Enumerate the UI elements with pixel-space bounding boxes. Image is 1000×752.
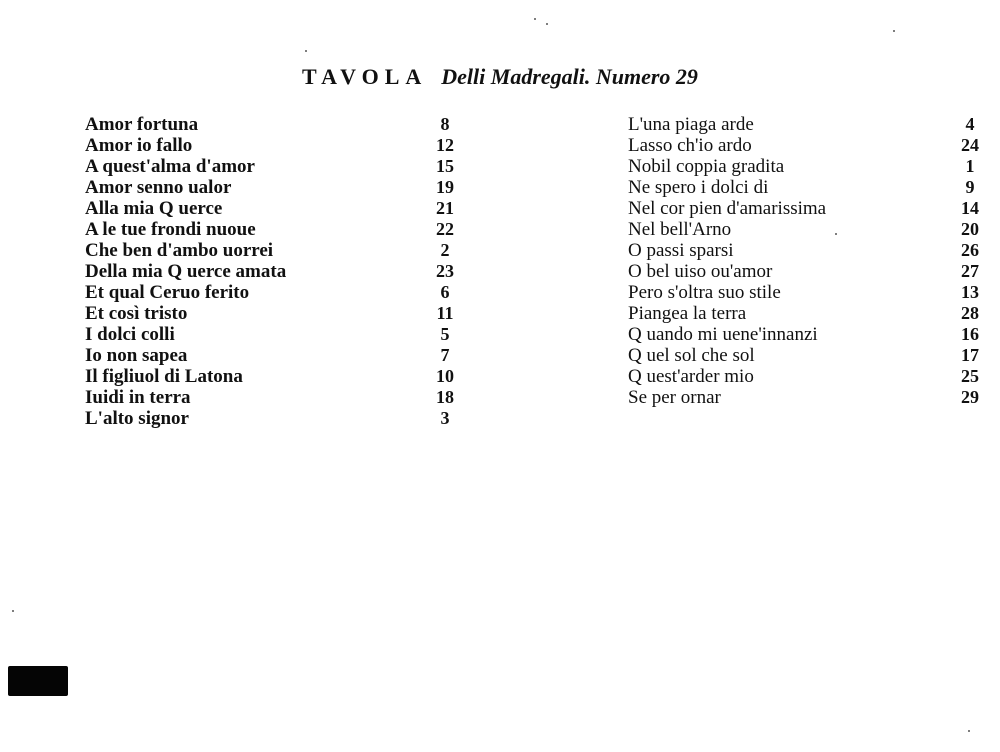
madrigal-number: 21 xyxy=(436,198,454,218)
madrigal-number: 29 xyxy=(961,387,979,407)
madrigal-number: 10 xyxy=(436,366,454,386)
ink-speck xyxy=(305,50,307,52)
madrigal-title: Q uel sol che sol xyxy=(628,345,755,366)
madrigal-number: 20 xyxy=(961,219,979,239)
index-entry xyxy=(85,177,470,198)
index-entry xyxy=(628,114,990,135)
ink-speck xyxy=(968,730,970,732)
ink-speck xyxy=(893,30,895,32)
index-entry xyxy=(628,282,990,303)
madrigal-number: 28 xyxy=(961,303,979,323)
madrigal-title: Piangea la terra xyxy=(628,303,747,324)
madrigal-number: 2 xyxy=(440,240,450,260)
index-entry xyxy=(628,303,990,324)
madrigal-title: O bel uiso ou'amor xyxy=(628,261,773,282)
index-entry xyxy=(85,240,470,261)
madrigal-title: A quest'alma d'amor xyxy=(85,156,255,177)
index-entry xyxy=(628,240,990,261)
madrigal-number: 25 xyxy=(961,366,979,386)
madrigal-title: Nel bell'Arno xyxy=(628,219,732,240)
index-entry xyxy=(85,345,470,366)
madrigal-title: O passi sparsi xyxy=(628,240,734,261)
index-column-right xyxy=(628,114,990,408)
madrigal-title: Lasso ch'io ardo xyxy=(628,135,752,156)
index-entry xyxy=(628,177,990,198)
madrigal-title: Q uest'arder mio xyxy=(628,366,754,387)
madrigal-title: Alla mia Q uerce xyxy=(85,198,223,219)
index-entry xyxy=(85,219,470,240)
index-entry xyxy=(85,387,470,408)
madrigal-number: 24 xyxy=(961,135,979,155)
madrigal-number: 13 xyxy=(961,282,979,302)
madrigal-number: 11 xyxy=(436,303,454,323)
madrigal-title: Pero s'oltra suo stile xyxy=(628,282,781,303)
madrigal-number: 18 xyxy=(436,387,454,407)
madrigal-title: Della mia Q uerce amata xyxy=(85,261,287,282)
index-entry xyxy=(85,408,470,429)
madrigal-number: 22 xyxy=(436,219,454,239)
index-entry xyxy=(628,366,990,387)
madrigal-title: Et qual Ceruo ferito xyxy=(85,282,250,303)
index-entry xyxy=(85,198,470,219)
madrigal-number: 9 xyxy=(965,177,975,197)
index-entry xyxy=(85,156,470,177)
index-entry xyxy=(85,324,470,345)
madrigal-title: Se per ornar xyxy=(628,387,721,408)
ink-blot xyxy=(8,666,68,696)
index-entry xyxy=(85,135,470,156)
madrigal-number: 14 xyxy=(961,198,979,218)
madrigal-number: 8 xyxy=(440,114,450,134)
madrigal-title: Che ben d'ambo uorrei xyxy=(85,240,274,261)
ink-speck xyxy=(12,610,14,612)
madrigal-title: Il figliuol di Latona xyxy=(85,366,243,387)
index-entry xyxy=(85,366,470,387)
madrigal-title: Q uando mi uene'innanzi xyxy=(628,324,818,345)
madrigal-number: 27 xyxy=(961,261,979,281)
index-entry xyxy=(85,303,470,324)
madrigal-title: Et così tristo xyxy=(85,303,188,324)
madrigal-number: 6 xyxy=(440,282,450,302)
ink-speck xyxy=(534,18,536,20)
madrigal-number: 17 xyxy=(961,345,979,365)
madrigal-title: A le tue frondi nuoue xyxy=(85,219,256,240)
index-entry xyxy=(628,219,990,240)
index-entry xyxy=(628,135,990,156)
madrigal-title: Amor fortuna xyxy=(85,114,199,135)
madrigal-title: I dolci colli xyxy=(85,324,175,345)
title-subtitle: Delli Madregali. Numero 29 xyxy=(441,64,698,89)
madrigal-title: Amor io fallo xyxy=(85,135,193,156)
madrigal-number: 5 xyxy=(440,324,450,344)
index-column-left xyxy=(85,114,470,429)
index-entry xyxy=(85,114,470,135)
index-entry xyxy=(85,261,470,282)
madrigal-number: 1 xyxy=(965,156,975,176)
madrigal-title: Ne spero i dolci di xyxy=(628,177,769,198)
index-entry xyxy=(85,282,470,303)
index-entry xyxy=(628,156,990,177)
madrigal-title: Io non sapea xyxy=(85,345,188,366)
madrigal-number: 15 xyxy=(436,156,454,176)
madrigal-title: L'alto signor xyxy=(85,408,189,429)
madrigal-number: 19 xyxy=(436,177,454,197)
ink-speck xyxy=(835,233,837,235)
index-entry xyxy=(628,387,990,408)
page-title xyxy=(0,64,1000,90)
madrigal-number: 7 xyxy=(440,345,450,365)
madrigal-title: L'una piaga arde xyxy=(628,114,754,135)
madrigal-title: Nel cor pien d'amarissima xyxy=(628,198,827,219)
index-entry xyxy=(628,261,990,282)
index-entry xyxy=(628,345,990,366)
ink-speck xyxy=(546,23,548,25)
madrigal-title: Iuidi in terra xyxy=(85,387,191,408)
madrigal-number: 26 xyxy=(961,240,979,260)
index-entry xyxy=(628,324,990,345)
madrigal-number: 16 xyxy=(961,324,979,344)
madrigal-number: 12 xyxy=(436,135,454,155)
madrigal-number: 4 xyxy=(965,114,975,134)
madrigal-title: Nobil coppia gradita xyxy=(628,156,785,177)
madrigal-number: 23 xyxy=(436,261,454,281)
madrigal-title: Amor senno ualor xyxy=(85,177,232,198)
title-word-tavola: TAVOLA xyxy=(302,64,428,89)
madrigal-number: 3 xyxy=(440,408,450,428)
index-entry xyxy=(628,198,990,219)
